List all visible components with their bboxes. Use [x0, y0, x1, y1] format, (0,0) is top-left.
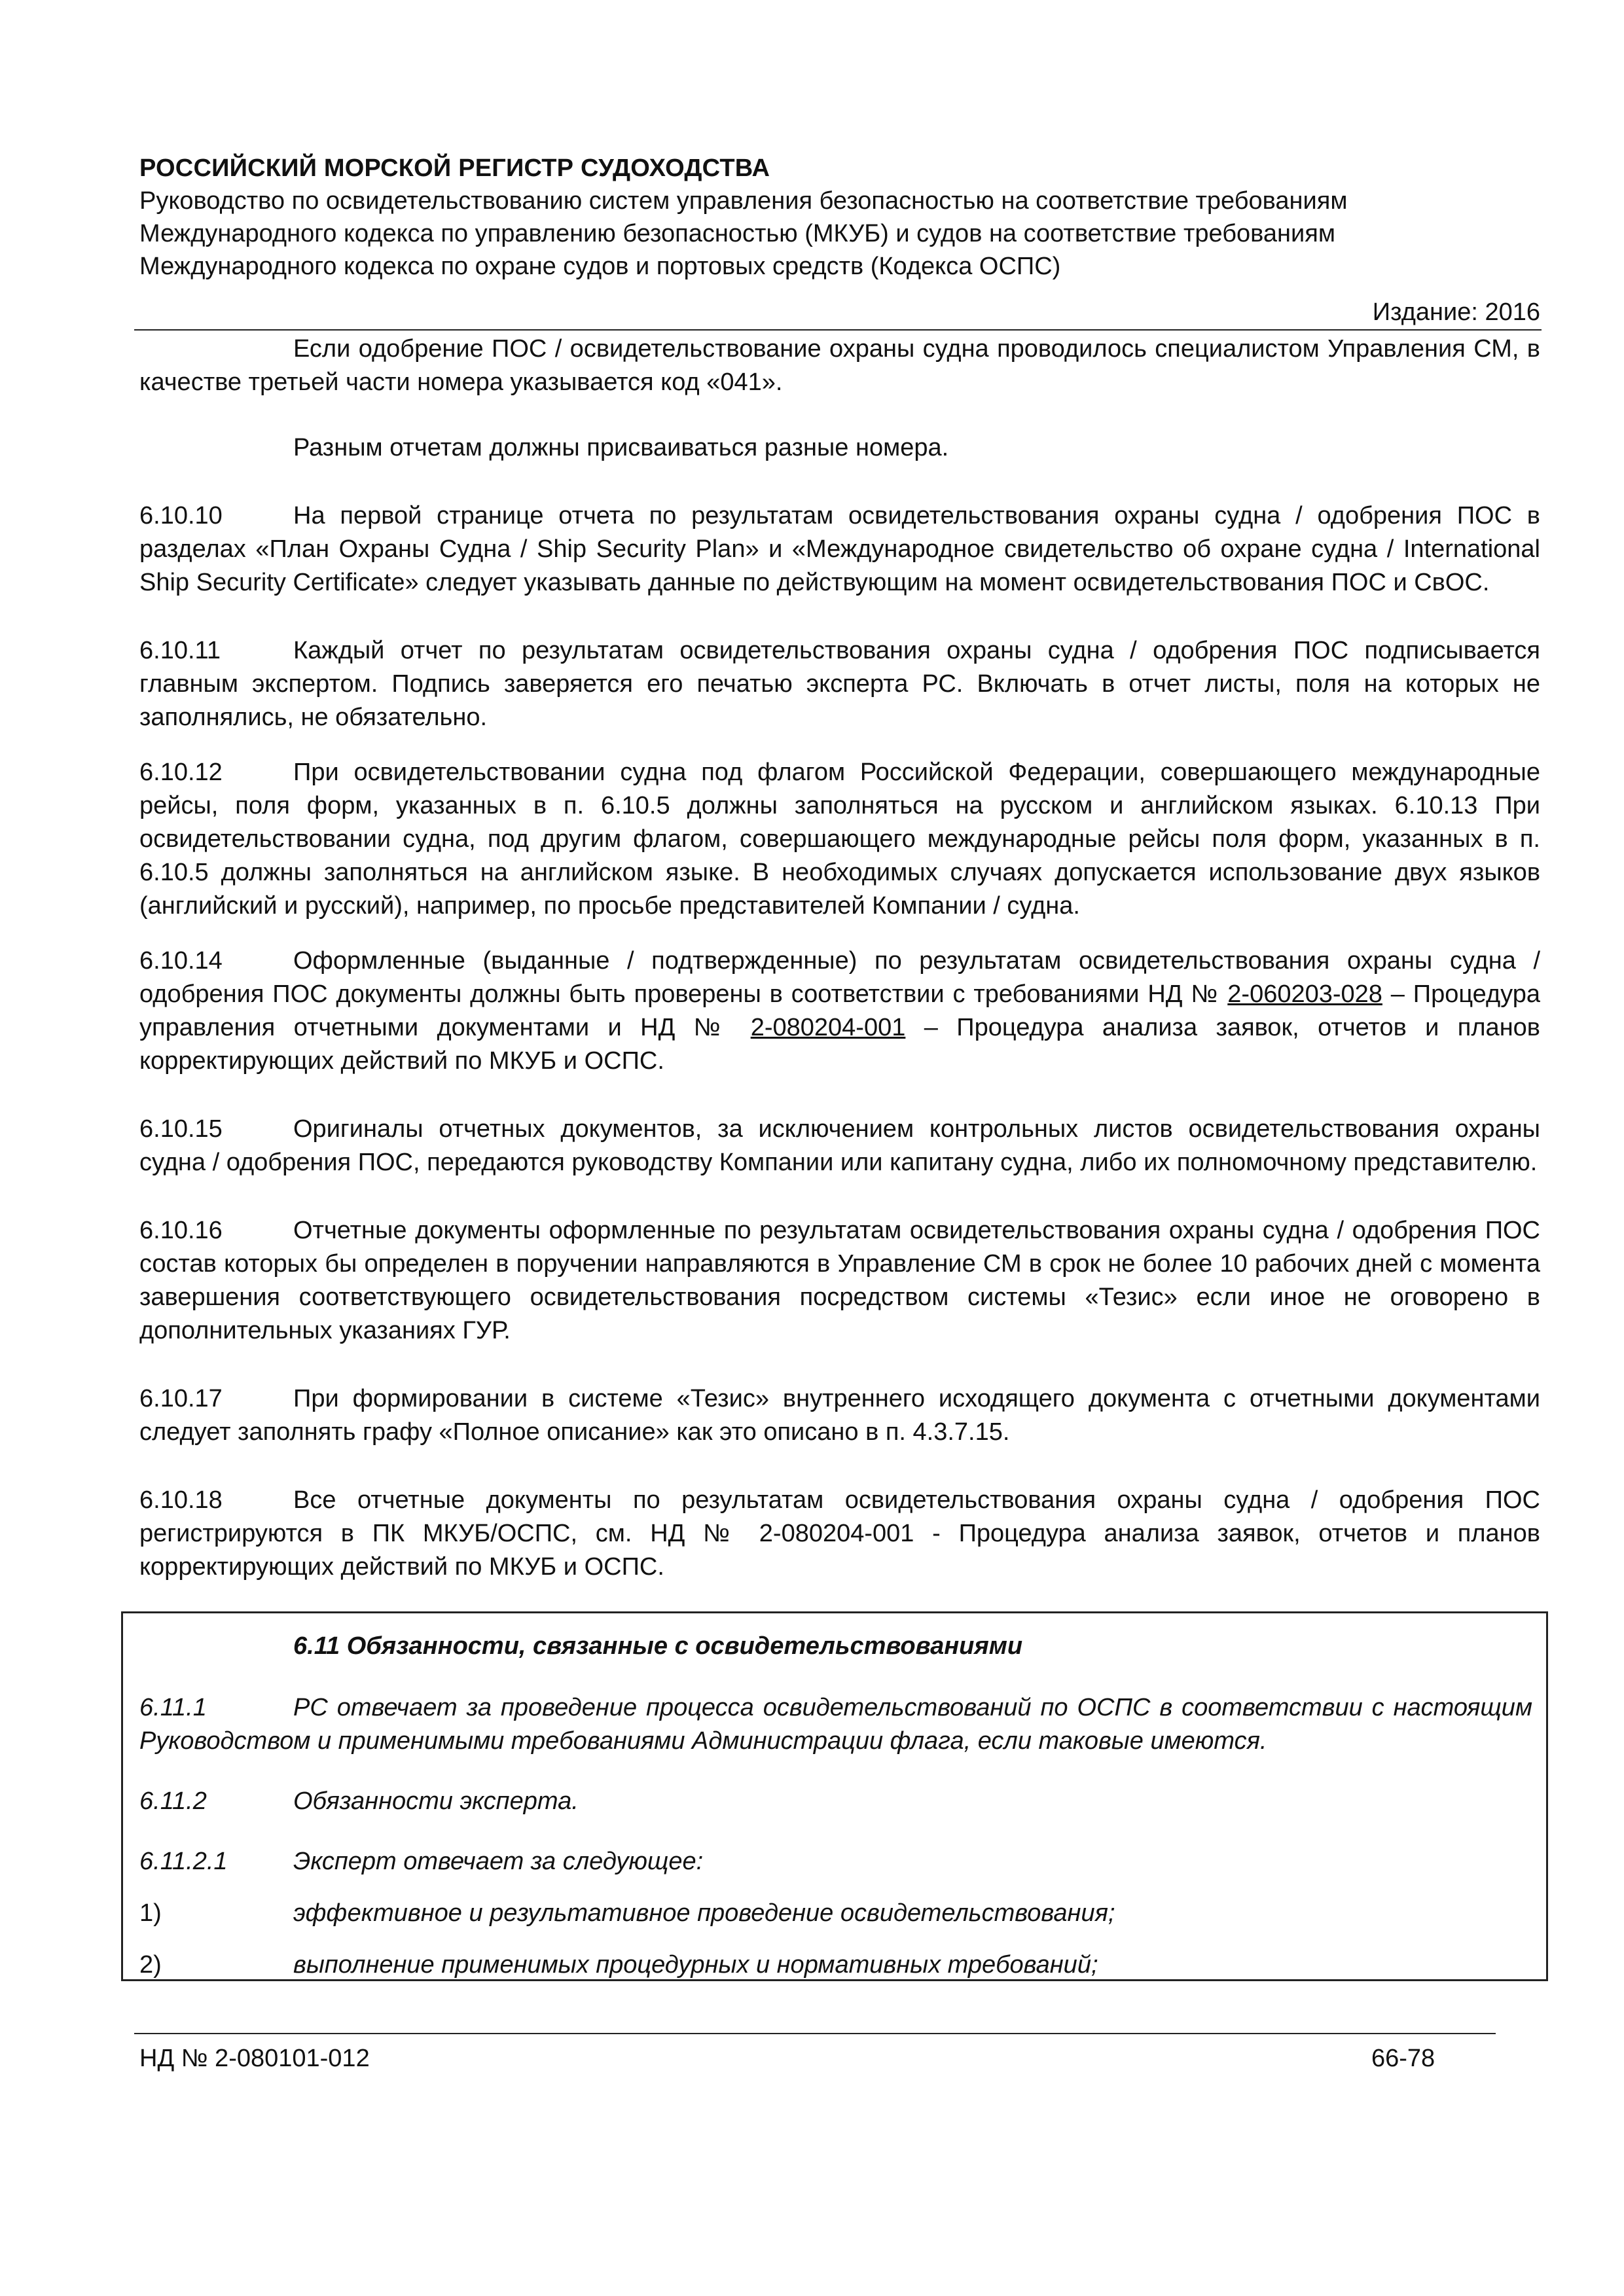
list-item: [139, 1948, 1532, 1982]
section-6-10-14: [139, 944, 1540, 1078]
section-text: При формировании в системе «Тезис» внутреннего исходящего документа с отчетными документами следует заполнять графу «Полное описание» как это описано в п. 4.3.7.15.: [139, 1385, 1540, 1446]
section-text: Отчетные документы оформленные по результатам освидетельствования охраны судна / одобрения ПОС состав которых бы определен в поручении направляются в Управление СМ в срок не более 10 рабочих дней с момента завершения соответствующего освидетельствования посредством системы «Тезис» если иное не оговорено в дополнительных указаниях ГУР.: [139, 1217, 1540, 1344]
section-text: При освидетельствовании судна под флагом Российской Федерации, совершающего международные рейсы, поля форм, указанных в п. 6.10.5 должны заполняться на русском и английском языках. 6.10.13 При освидетельствовании судна, под другим флагом, совершающего международные рейсы поля форм, указанных в п. 6.10.5 должны заполняться на английском языке. В необходимых случаях допускается использование двух языков (английский и русский), например, по просьбе представителей Компании / судна.: [139, 759, 1540, 920]
list-item-number: 1): [139, 1899, 162, 1927]
footer-page-number: 66-78: [1371, 2045, 1435, 2072]
section-number: 6.11.1: [139, 1694, 207, 1721]
section-number: 6.10.17: [139, 1385, 223, 1412]
footer-document-number: НД № 2-080101-012: [139, 2045, 370, 2072]
section-6-11-2-1: [139, 1845, 1532, 1878]
section-text: Оригиналы отчетных документов, за исключением контрольных листов освидетельствования охраны судна / одобрения ПОС, передаются руководству Компании или капитану судна, либо их полномочному представителю.: [139, 1115, 1540, 1176]
box-content: [139, 1630, 1532, 1982]
section-text: Каждый отчет по результатам освидетельствования охраны судна / одобрения ПОС подписывается главным экспертом. Подпись заверяется его печатью эксперта РС. Включать в отчет листы, поля на которых не заполнялись, не обязательно.: [139, 637, 1540, 731]
section-6-10-16: [139, 1214, 1540, 1348]
section-6-10-15: [139, 1113, 1540, 1179]
list-item: [139, 1897, 1532, 1930]
document-title-line-1: Руководство по освидетельствованию систем управления безопасностью на соответствие требованиям: [139, 187, 1348, 215]
section-6-10-10: [139, 499, 1540, 600]
section-text: – Процедура анализа заявок, отчетов и планов корректирующих действий по МКУБ и ОСПС.: [139, 1014, 1540, 1075]
section-6-10-18: [139, 1484, 1540, 1584]
section-6-11-2: [139, 1785, 1532, 1818]
header-divider: [134, 329, 1542, 331]
section-number: 6.10.18: [139, 1486, 223, 1514]
paragraph-intro-code: Если одобрение ПОС / освидетельствование охраны судна проводилось специалистом Управления СМ, в качестве третьей части номера указывается код «041».: [139, 335, 1540, 396]
section-text: Все отчетные документы по результатам освидетельствования охраны судна / одобрения ПОС регистрируются в ПК МКУБ/ОСПС, см. НД № 2-080204-001 - Процедура анализа заявок, отчетов и планов корректирующих действий по МКУБ и ОСПС.: [139, 1486, 1540, 1581]
section-6-11-1: [139, 1691, 1532, 1758]
document-reference-link[interactable]: 2-060203-028: [1227, 980, 1382, 1008]
section-number: 6.10.10: [139, 502, 223, 529]
section-text: – Процедура управления отчетными документами и НД №: [139, 980, 1540, 1041]
list-item-text: выполнение применимых процедурных и нормативных требований;: [293, 1951, 1098, 1979]
section-number: 6.11.2.1: [139, 1848, 228, 1875]
section-6-10-17: [139, 1382, 1540, 1449]
list-item-text: эффективное и результативное проведение освидетельствования;: [293, 1899, 1115, 1927]
document-title-line-2: Международного кодекса по управлению безопасностью (МКУБ) и судов на соответствие требованиям: [139, 220, 1335, 247]
section-text: На первой странице отчета по результатам освидетельствования охраны судна / одобрения ПОС в разделах «План Охраны Судна / Ship Security Plan» и «Международное свидетельство об охране судна / International Ship Security Certificate» следует указывать данные по действующим на момент освидетельствования ПОС и СвОС.: [139, 502, 1540, 596]
section-number: 6.10.11: [139, 637, 221, 664]
section-6-10-12: [139, 756, 1540, 923]
paragraph-intro-numbers: Разным отчетам должны присваиваться разные номера.: [293, 434, 949, 461]
section-text: Эксперт отвечает за следующее:: [293, 1848, 704, 1875]
page-header: [139, 152, 1540, 283]
document-reference-link[interactable]: 2-080204-001: [750, 1014, 906, 1041]
section-number: 6.10.15: [139, 1115, 223, 1143]
main-content: [139, 332, 1540, 1584]
section-number: 6.10.14: [139, 947, 223, 975]
section-number: 6.11.2: [139, 1787, 207, 1815]
section-number: 6.10.16: [139, 1217, 223, 1244]
edition-label: Издание: 2016: [1372, 298, 1540, 326]
document-title-line-3: Международного кодекса по охране судов и портовых средств (Кодекса ОСПС): [139, 253, 1061, 280]
section-6-10-11: [139, 634, 1540, 734]
section-text: Оформленные (выданные / подтвержденные) по результатам освидетельствования охраны судна / одобрения ПОС документы должны быть проверены в соответствии с требованиями НД №: [139, 947, 1540, 1008]
organization-name: РОССИЙСКИЙ МОРСКОЙ РЕГИСТР СУДОХОДСТВА: [139, 154, 770, 182]
section-6-11-title: 6.11 Обязанности, связанные с освидетельствованиями: [293, 1632, 1023, 1660]
list-item-number: 2): [139, 1951, 162, 1979]
section-6-11-box: [121, 1611, 1548, 1981]
section-number: 6.10.12: [139, 759, 223, 786]
footer-divider: [134, 2033, 1496, 2034]
section-text: Обязанности эксперта.: [293, 1787, 579, 1815]
section-text: РС отвечает за проведение процесса освидетельствований по ОСПС в соответствии с настоящим Руководством и применимыми требованиями Администрации флага, если таковые имеются.: [139, 1694, 1532, 1755]
